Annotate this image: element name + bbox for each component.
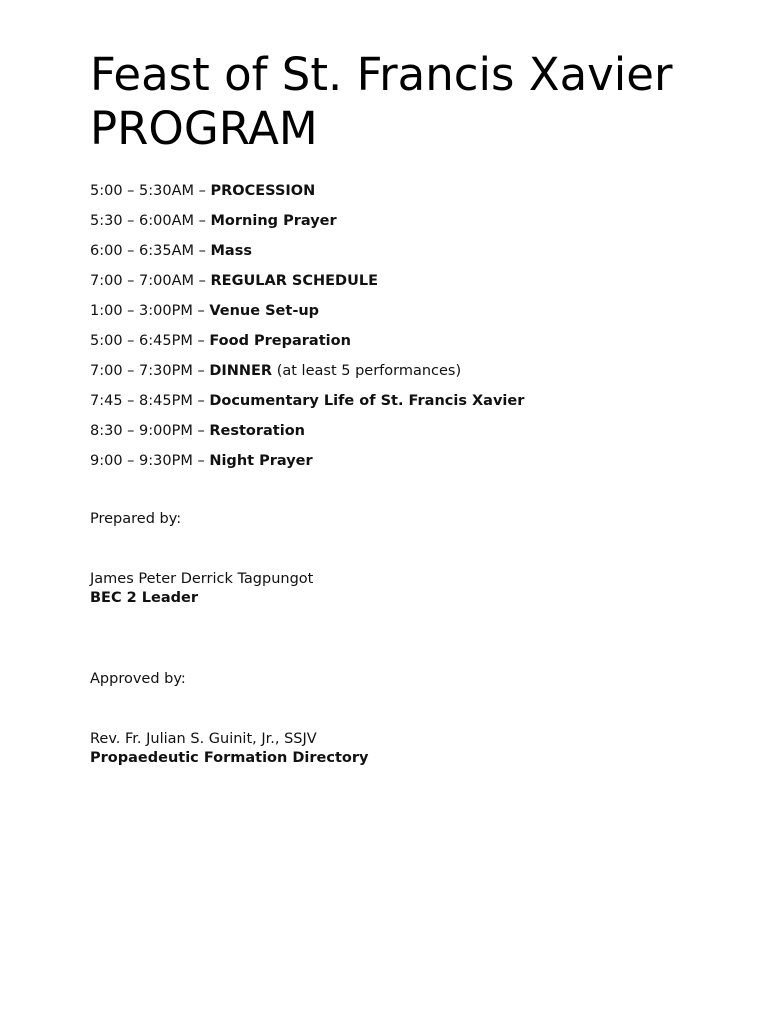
schedule-row (90, 390, 524, 420)
schedule-event: Mass (210, 243, 252, 259)
schedule-time: 5:30 – 6:00AM – (90, 213, 211, 229)
schedule-time: 7:45 – 8:45PM – (90, 393, 210, 409)
program-schedule (90, 180, 524, 480)
schedule-event: Food Preparation (209, 333, 351, 349)
schedule-event: REGULAR SCHEDULE (210, 273, 379, 289)
schedule-note: (at least 5 performances) (272, 363, 462, 379)
schedule-time: 9:00 – 9:30PM – (90, 453, 210, 469)
schedule-row (90, 450, 524, 480)
prepared-by-name: James Peter Derrick Tagpungot (90, 571, 314, 587)
schedule-event: Morning Prayer (210, 213, 337, 229)
schedule-time: 7:00 – 7:30PM – (90, 363, 210, 379)
schedule-row (90, 360, 524, 390)
schedule-time: 7:00 – 7:00AM – (90, 273, 211, 289)
schedule-event: Venue Set-up (209, 303, 320, 319)
schedule-time: 6:00 – 6:35AM – (90, 243, 211, 259)
schedule-time: 8:30 – 9:00PM – (90, 423, 210, 439)
schedule-event: DINNER (209, 363, 273, 379)
schedule-event: Restoration (209, 423, 305, 439)
schedule-time: 5:00 – 6:45PM – (90, 333, 210, 349)
schedule-row (90, 180, 524, 210)
document-title (90, 48, 730, 156)
schedule-row (90, 420, 524, 450)
title-line-2: PROGRAM (90, 102, 318, 155)
schedule-row (90, 210, 524, 240)
title-line-1: Feast of St. Francis Xavier (90, 48, 673, 101)
schedule-time: 5:00 – 5:30AM – (90, 183, 211, 199)
schedule-row (90, 300, 524, 330)
schedule-row (90, 240, 524, 270)
prepared-by-label: Prepared by: (90, 511, 182, 527)
approved-by-role: Propaedeutic Formation Directory (90, 750, 369, 766)
schedule-event: Documentary Life of St. Francis Xavier (209, 393, 525, 409)
approved-by-label: Approved by: (90, 671, 186, 687)
schedule-row (90, 270, 524, 300)
schedule-row (90, 330, 524, 360)
prepared-by-role: BEC 2 Leader (90, 590, 199, 606)
schedule-time: 1:00 – 3:00PM – (90, 303, 210, 319)
schedule-event: Night Prayer (209, 453, 313, 469)
approved-by-name: Rev. Fr. Julian S. Guinit, Jr., SSJV (90, 731, 317, 747)
schedule-event: PROCESSION (210, 183, 316, 199)
